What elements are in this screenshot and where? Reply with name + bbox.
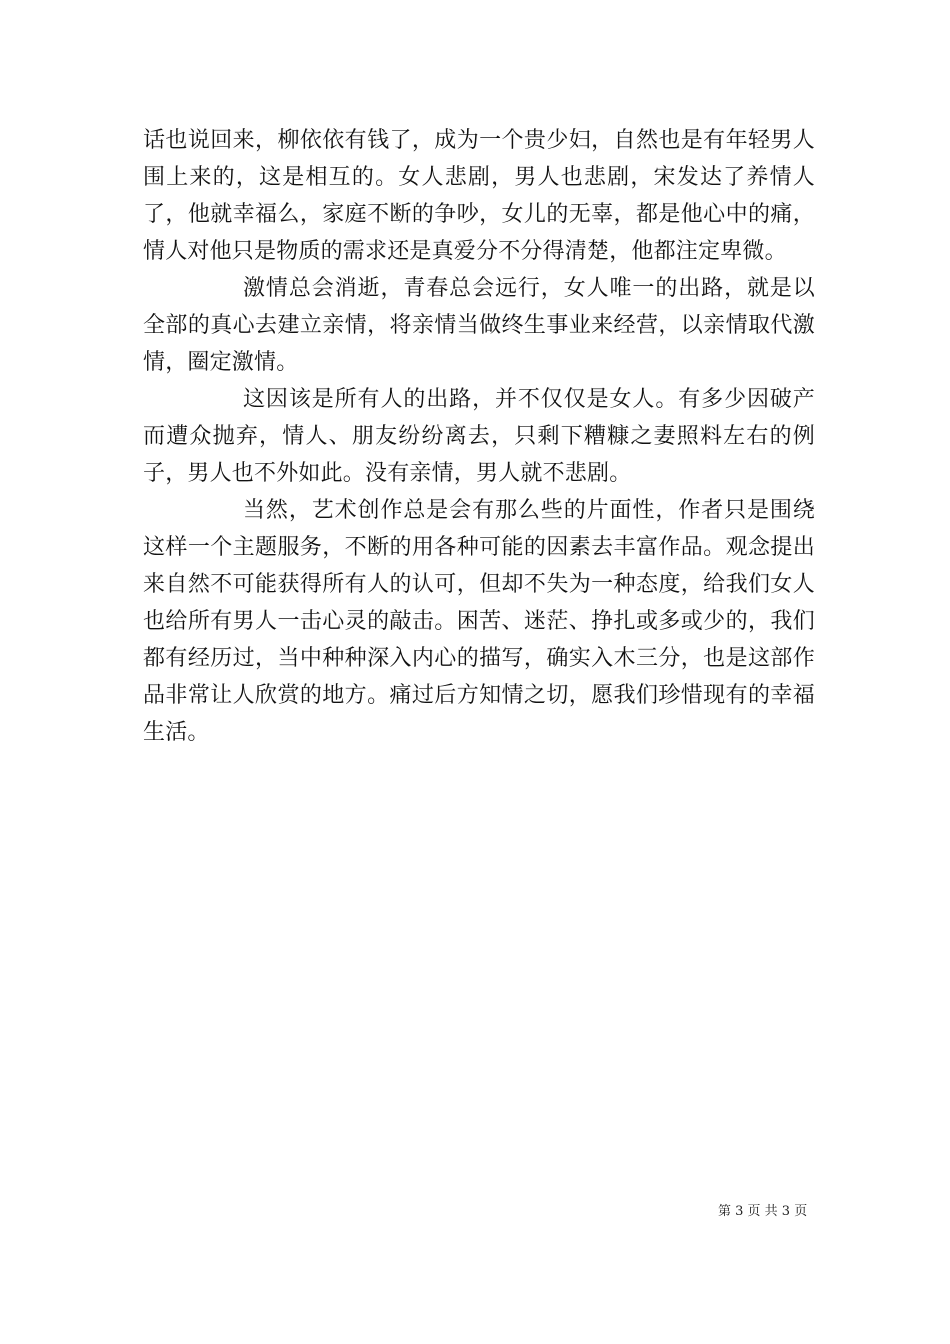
paragraph-1: 话也说回来，柳依依有钱了，成为一个贵少妇，自然也是有年轻男人围上来的，这是相互的。女人悲剧，男人也悲剧，宋发达了养情人了，他就幸福么，家庭不断的争吵，女儿的无辜，都是他心中的痛，情人对他只是物质的需求还是真爱分不分得清楚，他都注定卑微。 [143, 128, 815, 264]
document-body [143, 122, 815, 751]
page-footer-indicator: 第 3 页 共 3 页 [718, 1204, 808, 1219]
paragraph-3: 这因该是所有人的出路，并不仅仅是女人。有多少因破产而遭众抛弃，情人、朋友纷纷离去，只剩下糟糠之妻照料左右的例子，男人也不外如此。没有亲情，男人就不悲剧。 [143, 387, 815, 486]
paragraph-2: 激情总会消逝，青春总会远行，女人唯一的出路，就是以全部的真心去建立亲情，将亲情当做终生事业来经营，以亲情取代激情，圈定激情。 [143, 276, 815, 375]
paragraph-4: 当然，艺术创作总是会有那么些的片面性，作者只是围绕这样一个主题服务，不断的用各种可能的因素去丰富作品。观念提出来自然不可能获得所有人的认可，但却不失为一种态度，给我们女人也给所有男人一击心灵的敲击。困苦、迷茫、挣扎或多或少的，我们都有经历过，当中种种深入内心的描写，确实入木三分，也是这部作品非常让人欣赏的地方。痛过后方知情之切，愿我们珍惜现有的幸福生活。 [143, 498, 815, 745]
